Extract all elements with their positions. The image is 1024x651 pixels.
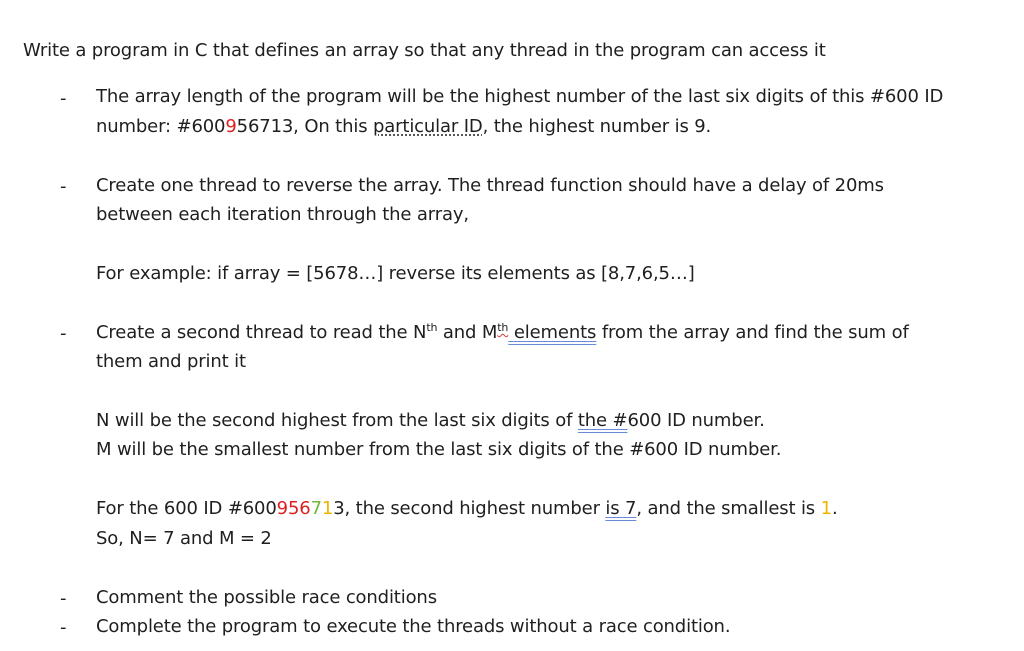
example-green-digit: 7 [310, 498, 322, 519]
n-underlined-text: the # [577, 410, 628, 431]
example-yellow-smallest: 1 [820, 498, 832, 519]
item3-m-definition: M will be the smallest number from the last six digits of the #600 ID number. [96, 439, 782, 460]
item1-line2 [96, 116, 711, 137]
item3-text-a: Create a second thread to read the N [96, 322, 427, 343]
item1-underlined-text: particular ID [373, 116, 483, 137]
item1-suffix: , the highest number is 9. [482, 116, 712, 137]
item3-line1 [96, 322, 909, 343]
item3-line2: them and print it [96, 351, 246, 372]
item2-line1: Create one thread to reverse the array. The thread function should have a delay of 20ms [96, 175, 884, 196]
item3-so-line: So, N= 7 and M = 2 [96, 528, 272, 549]
item5-line1: Complete the program to execute the threads without a race condition. [96, 616, 731, 637]
assignment-heading: Write a program in C that defines an array so that any thread in the program can access it [23, 40, 826, 61]
example-text-b: 3, the second highest number [333, 498, 606, 519]
superscript-th: th [497, 321, 509, 334]
item1-id-prefix: number: #600 [96, 116, 226, 137]
item3-text-b: and M [437, 322, 498, 343]
item4-line1: Comment the possible race conditions [96, 587, 437, 608]
item3-n-definition [96, 410, 765, 431]
item1-id-rest: 56713, On this [236, 116, 373, 137]
superscript-th: th [426, 321, 438, 334]
example-text-c: , and the smallest is [636, 498, 821, 519]
bullet-dash: - [60, 176, 67, 197]
item1-id-highlight: 9 [225, 116, 237, 137]
item2-example: For example: if array = [5678…] reverse its elements as [8,7,6,5…] [96, 263, 695, 284]
bullet-dash: - [60, 323, 67, 344]
item3-underlined-elements: elements [513, 322, 597, 343]
bullet-dash: - [60, 588, 67, 609]
example-red-digits: 956 [276, 498, 311, 519]
n-text-b: 600 ID number. [627, 410, 765, 431]
item3-example [96, 498, 838, 519]
item3-text-c: from the array and find the sum of [596, 322, 909, 343]
example-yellow-digit: 1 [321, 498, 334, 519]
bullet-dash: - [60, 617, 67, 638]
example-underlined-is-7 [605, 498, 636, 519]
example-period: . [831, 498, 838, 519]
n-text-a: N will be the second highest from the last six digits of [96, 410, 578, 431]
example-text-a: For the 600 ID #600 [96, 498, 277, 519]
example-underlined-text: is 7 [605, 498, 637, 519]
item1-line1: The array length of the program will be the highest number of the last six digits of this #600 ID [96, 86, 944, 107]
item2-line2: between each iteration through the array, [96, 204, 469, 225]
bullet-dash: - [60, 88, 67, 109]
